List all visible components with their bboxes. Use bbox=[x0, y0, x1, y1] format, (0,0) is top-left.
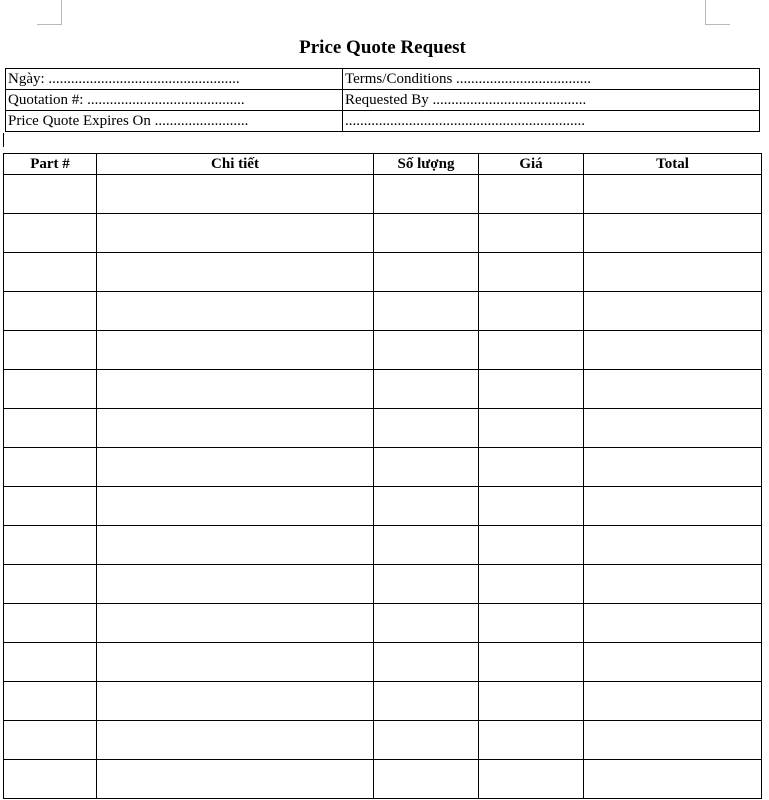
price-cell[interactable] bbox=[479, 409, 584, 448]
quantity-cell[interactable] bbox=[374, 604, 479, 643]
document-title[interactable]: Price Quote Request bbox=[299, 37, 466, 58]
table-row bbox=[4, 253, 762, 292]
part-number-cell[interactable] bbox=[4, 175, 97, 214]
part-number-cell[interactable] bbox=[4, 331, 97, 370]
info-row bbox=[6, 69, 760, 90]
info-row bbox=[6, 90, 760, 111]
part-number-cell[interactable] bbox=[4, 604, 97, 643]
total-cell[interactable] bbox=[584, 448, 762, 487]
page-corner-mark-right bbox=[705, 0, 730, 25]
table-row bbox=[4, 448, 762, 487]
table-header-row bbox=[4, 154, 762, 175]
quotation-number-field[interactable]: Quotation #: .......................................... bbox=[6, 90, 343, 111]
part-number-cell[interactable] bbox=[4, 409, 97, 448]
table-row bbox=[4, 526, 762, 565]
part-number-cell[interactable] bbox=[4, 643, 97, 682]
total-cell[interactable] bbox=[584, 292, 762, 331]
quantity-cell[interactable] bbox=[374, 643, 479, 682]
total-cell[interactable] bbox=[584, 253, 762, 292]
total-cell[interactable] bbox=[584, 526, 762, 565]
table-row bbox=[4, 721, 762, 760]
column-header-price: Giá bbox=[479, 154, 584, 175]
price-cell[interactable] bbox=[479, 721, 584, 760]
table-row bbox=[4, 331, 762, 370]
price-cell[interactable] bbox=[479, 604, 584, 643]
quantity-cell[interactable] bbox=[374, 721, 479, 760]
total-cell[interactable] bbox=[584, 175, 762, 214]
total-cell[interactable] bbox=[584, 331, 762, 370]
column-header-quantity: Số lượng bbox=[374, 154, 479, 175]
page-corner-mark-left bbox=[37, 0, 62, 25]
quantity-cell[interactable] bbox=[374, 760, 479, 799]
line-items-body bbox=[4, 175, 762, 799]
quantity-cell[interactable] bbox=[374, 214, 479, 253]
requested-by-field[interactable]: Requested By ......................................... bbox=[343, 90, 760, 111]
detail-cell[interactable] bbox=[97, 292, 374, 331]
total-cell[interactable] bbox=[584, 760, 762, 799]
detail-cell[interactable] bbox=[97, 175, 374, 214]
quantity-cell[interactable] bbox=[374, 565, 479, 604]
table-row bbox=[4, 409, 762, 448]
detail-cell[interactable] bbox=[97, 448, 374, 487]
price-cell[interactable] bbox=[479, 760, 584, 799]
price-cell[interactable] bbox=[479, 643, 584, 682]
detail-cell[interactable] bbox=[97, 253, 374, 292]
table-row bbox=[4, 370, 762, 409]
total-cell[interactable] bbox=[584, 487, 762, 526]
total-cell[interactable] bbox=[584, 604, 762, 643]
blank-field[interactable]: ................................................................ bbox=[343, 111, 760, 132]
quantity-cell[interactable] bbox=[374, 292, 479, 331]
price-cell[interactable] bbox=[479, 214, 584, 253]
price-cell[interactable] bbox=[479, 448, 584, 487]
price-cell[interactable] bbox=[479, 565, 584, 604]
detail-cell[interactable] bbox=[97, 643, 374, 682]
table-row bbox=[4, 682, 762, 721]
part-number-cell[interactable] bbox=[4, 214, 97, 253]
quantity-cell[interactable] bbox=[374, 253, 479, 292]
price-cell[interactable] bbox=[479, 370, 584, 409]
quantity-cell[interactable] bbox=[374, 409, 479, 448]
price-cell[interactable] bbox=[479, 526, 584, 565]
price-cell[interactable] bbox=[479, 175, 584, 214]
table-row bbox=[4, 604, 762, 643]
expires-on-field[interactable]: Price Quote Expires On ......................... bbox=[6, 111, 343, 132]
detail-cell[interactable] bbox=[97, 331, 374, 370]
table-row bbox=[4, 175, 762, 214]
price-cell[interactable] bbox=[479, 253, 584, 292]
info-row bbox=[6, 111, 760, 132]
part-number-cell[interactable] bbox=[4, 253, 97, 292]
detail-cell[interactable] bbox=[97, 526, 374, 565]
quantity-cell[interactable] bbox=[374, 331, 479, 370]
part-number-cell[interactable] bbox=[4, 487, 97, 526]
quantity-cell[interactable] bbox=[374, 175, 479, 214]
part-number-cell[interactable] bbox=[4, 448, 97, 487]
part-number-cell[interactable] bbox=[4, 370, 97, 409]
part-number-cell[interactable] bbox=[4, 721, 97, 760]
total-cell[interactable] bbox=[584, 370, 762, 409]
detail-cell[interactable] bbox=[97, 721, 374, 760]
date-field[interactable]: Ngày: ................................................... bbox=[6, 69, 343, 90]
detail-cell[interactable] bbox=[97, 682, 374, 721]
price-cell[interactable] bbox=[479, 292, 584, 331]
quantity-cell[interactable] bbox=[374, 526, 479, 565]
quantity-cell[interactable] bbox=[374, 682, 479, 721]
total-cell[interactable] bbox=[584, 721, 762, 760]
detail-cell[interactable] bbox=[97, 487, 374, 526]
table-row bbox=[4, 214, 762, 253]
price-cell[interactable] bbox=[479, 487, 584, 526]
detail-cell[interactable] bbox=[97, 760, 374, 799]
total-cell[interactable] bbox=[584, 214, 762, 253]
quantity-cell[interactable] bbox=[374, 487, 479, 526]
column-header-detail: Chi tiết bbox=[97, 154, 374, 175]
table-row bbox=[4, 760, 762, 799]
text-cursor bbox=[3, 133, 4, 147]
total-cell[interactable] bbox=[584, 409, 762, 448]
total-cell[interactable] bbox=[584, 682, 762, 721]
terms-conditions-field[interactable]: Terms/Conditions .................................... bbox=[343, 69, 760, 90]
column-header-part-number: Part # bbox=[4, 154, 97, 175]
detail-cell[interactable] bbox=[97, 214, 374, 253]
part-number-cell[interactable] bbox=[4, 565, 97, 604]
table-row bbox=[4, 643, 762, 682]
detail-cell[interactable] bbox=[97, 565, 374, 604]
table-row bbox=[4, 292, 762, 331]
detail-cell[interactable] bbox=[97, 370, 374, 409]
part-number-cell[interactable] bbox=[4, 760, 97, 799]
column-header-total: Total bbox=[584, 154, 762, 175]
line-items-table bbox=[3, 153, 762, 799]
part-number-cell[interactable] bbox=[4, 682, 97, 721]
price-cell[interactable] bbox=[479, 682, 584, 721]
total-cell[interactable] bbox=[584, 643, 762, 682]
quote-info-table bbox=[5, 68, 760, 132]
detail-cell[interactable] bbox=[97, 409, 374, 448]
table-row bbox=[4, 565, 762, 604]
detail-cell[interactable] bbox=[97, 604, 374, 643]
total-cell[interactable] bbox=[584, 565, 762, 604]
part-number-cell[interactable] bbox=[4, 526, 97, 565]
table-row bbox=[4, 487, 762, 526]
quantity-cell[interactable] bbox=[374, 448, 479, 487]
quantity-cell[interactable] bbox=[374, 370, 479, 409]
price-cell[interactable] bbox=[479, 331, 584, 370]
part-number-cell[interactable] bbox=[4, 292, 97, 331]
